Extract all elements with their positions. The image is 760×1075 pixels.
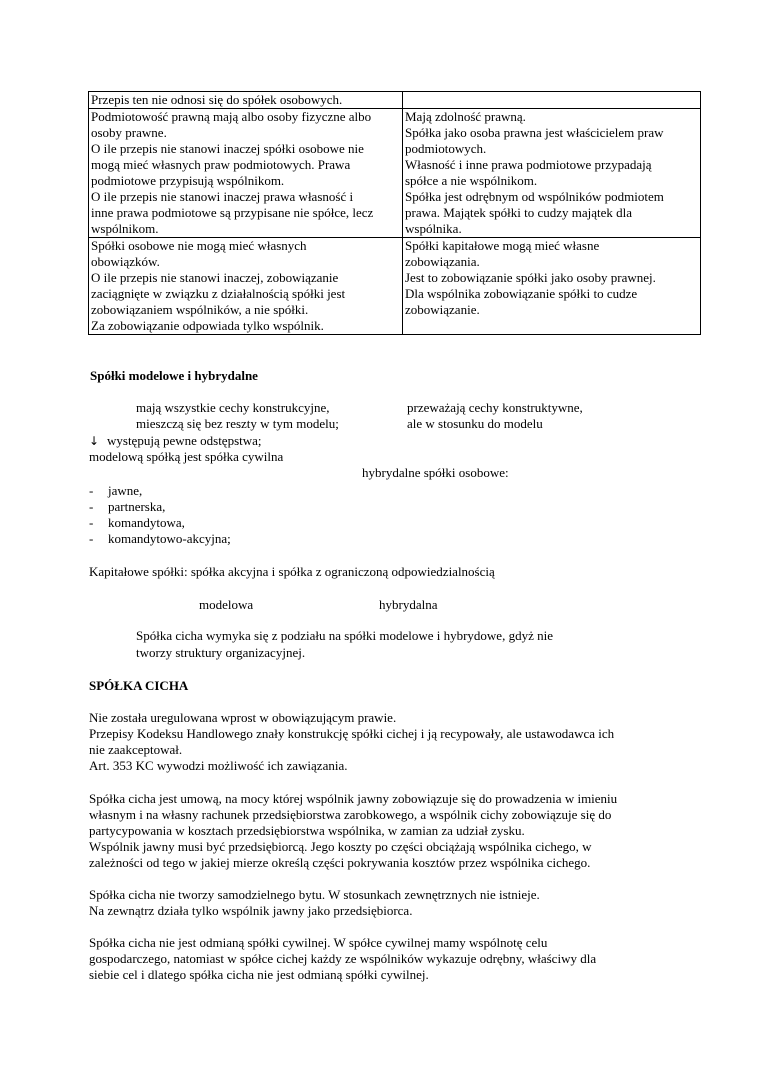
list-item: jawne, — [108, 483, 143, 498]
hybrid-partnerships-line: hybrydalne spółki osobowe: — [362, 465, 509, 480]
cell-line: Za zobowiązanie odpowiada tylko wspólnik. — [91, 318, 324, 333]
cell-line: Mają zdolność prawną. — [405, 109, 526, 124]
section-heading-silent: SPÓŁKA CICHA — [89, 678, 189, 693]
cell-line: zaciągnięte w związku z działalnością spółki jest — [91, 286, 346, 301]
paragraph-line: gospodarczego, natomiast w spółce cichej każdy ze wspólników wykazuje odrębny, właściwy dla — [89, 951, 597, 966]
cell-line: zobowiązanie. — [405, 302, 480, 317]
arrow-down-icon: ↓ — [89, 434, 100, 448]
comparison-table — [88, 91, 701, 335]
table-row — [89, 92, 701, 109]
cell-line: spółce a nie wspólnikom. — [405, 173, 538, 188]
model-trait-line: mają wszystkie cechy konstrukcyjne, — [136, 400, 330, 415]
paragraph-line: Na zewnątrz działa tylko wspólnik jawny jako przedsiębiorca. — [89, 903, 413, 918]
note-line: Spółka cicha wymyka się z podziału na spółki modelowe i hybrydowe, gdyż nie — [136, 628, 553, 643]
list-item: komandytowa, — [108, 515, 185, 530]
paragraph-line: Przepisy Kodeksu Handlowego znały konstrukcję spółki cichej i ją recypowały, ale ustawodawca ich — [89, 726, 615, 741]
cell-line: Własność i inne prawa podmiotowe przypadają — [405, 157, 652, 172]
paragraph — [89, 887, 540, 919]
cell-line: Spółki osobowe nie mogą mieć własnych — [91, 238, 307, 253]
paragraph-line: Art. 353 KC wywodzi możliwość ich zawiązania. — [89, 758, 348, 773]
deviation-line: występują pewne odstępstwa; — [107, 433, 262, 448]
cell-line: Jest to zobowiązanie spółki jako osoby prawnej. — [405, 270, 656, 285]
note-line: tworzy struktury organizacyjnej. — [136, 645, 306, 660]
cell-line: prawa. Majątek spółki to cudzy majątek dla — [405, 205, 633, 220]
cell-line: O ile przepis nie stanowi inaczej, zobowiązanie — [91, 270, 339, 285]
paragraph-line: Spółka cicha nie jest odmianą spółki cywilnej. W spółce cywilnej mamy wspólnotę celu — [89, 935, 548, 950]
table-cell-left — [89, 109, 403, 238]
model-partnership-line: modelową spółką jest spółka cywilna — [89, 449, 284, 464]
model-trait-line: mieszczą się bez reszty w tym modelu; — [136, 416, 339, 431]
list-item: komandytowo-akcyjna; — [108, 531, 231, 546]
cell-line: osoby prawne. — [91, 125, 167, 140]
table-cell-left — [89, 92, 403, 109]
paragraph-line: partycypowania w kosztach przedsiębiorstwa wspólnika, w zamian za udział zysku. — [89, 823, 525, 838]
capital-companies-line: Kapitałowe spółki: spółka akcyjna i spółka z ograniczoną odpowiedzialnością — [89, 564, 495, 579]
paragraph-line: Nie została uregulowana wprost w obowiązującym prawie. — [89, 710, 397, 725]
cell-line: obowiązków. — [91, 254, 160, 269]
table-cell-right — [403, 238, 701, 335]
table-row — [89, 109, 701, 238]
cell-line: wspólnikom. — [91, 221, 159, 236]
paragraph — [89, 710, 614, 774]
table-cell-right — [403, 109, 701, 238]
table-cell-left — [89, 238, 403, 335]
hybrid-trait-line: przeważają cechy konstruktywne, — [407, 400, 583, 415]
paragraph-line: siebie cel i dlatego spółka cicha nie jest odmianą spółki cywilnej. — [89, 967, 429, 982]
cell-line: podmiotowe przypisują wspólnikom. — [91, 173, 285, 188]
cell-line: wspólnika. — [405, 221, 462, 236]
paragraph — [89, 791, 617, 871]
cell-line: zobowiązaniem wspólników, a nie spółki. — [91, 302, 309, 317]
cell-line: Spółka jest odrębnym od wspólników podmiotem — [405, 189, 664, 204]
cell-line: O ile przepis nie stanowi inaczej prawa własność i — [91, 189, 354, 204]
paragraph — [89, 935, 596, 983]
paragraph-line: własnym i na własny rachunek przedsiębiorstwa zarobkowego, a wspólnik cichy zobowiązuje się do — [89, 807, 612, 822]
label-model: modelowa — [199, 597, 254, 612]
hybrid-trait-line: ale w stosunku do modelu — [407, 416, 543, 431]
table-cell-right — [403, 92, 701, 109]
paragraph-line: zależności od tego w jakiej mierze określą części pokrywania kosztów przez wspólnika cichego. — [89, 855, 591, 870]
list-item-bullet: - — [89, 483, 94, 498]
paragraph-line: nie zaakceptował. — [89, 742, 183, 757]
paragraph-line: Spółka cicha nie tworzy samodzielnego bytu. W stosunkach zewnętrznych nie istnieje. — [89, 887, 540, 902]
list-item-bullet: - — [89, 499, 94, 514]
cell-line: Podmiotowość prawną mają albo osoby fizyczne albo — [91, 109, 372, 124]
paragraph-line: Wspólnik jawny musi być przedsiębiorcą. Jego koszty po części obciążają wspólnika cichego, w — [89, 839, 592, 854]
cell-line: Przepis ten nie odnosi się do spółek osobowych. — [91, 92, 343, 107]
label-hybrid: hybrydalna — [379, 597, 438, 612]
cell-line: zobowiązania. — [405, 254, 480, 269]
list-item-bullet: - — [89, 531, 94, 546]
cell-line: podmiotowych. — [405, 141, 487, 156]
cell-line: O ile przepis nie stanowi inaczej spółki osobowe nie — [91, 141, 364, 156]
list-item: partnerska, — [108, 499, 166, 514]
section-heading-models: Spółki modelowe i hybrydalne — [90, 368, 258, 383]
paragraph-line: Spółka cicha jest umową, na mocy której wspólnik jawny zobowiązuje się do prowadzenia w imieniu — [89, 791, 618, 806]
cell-line: Spółka jako osoba prawna jest właścicielem praw — [405, 125, 664, 140]
list-item-bullet: - — [89, 515, 94, 530]
cell-line: Spółki kapitałowe mogą mieć własne — [405, 238, 600, 253]
table-row — [89, 238, 701, 335]
cell-line: mogą mieć własnych praw podmiotowych. Prawa — [91, 157, 351, 172]
cell-line: Dla wspólnika zobowiązanie spółki to cudze — [405, 286, 638, 301]
cell-line: inne prawa podmiotowe są przypisane nie spółce, lecz — [91, 205, 374, 220]
